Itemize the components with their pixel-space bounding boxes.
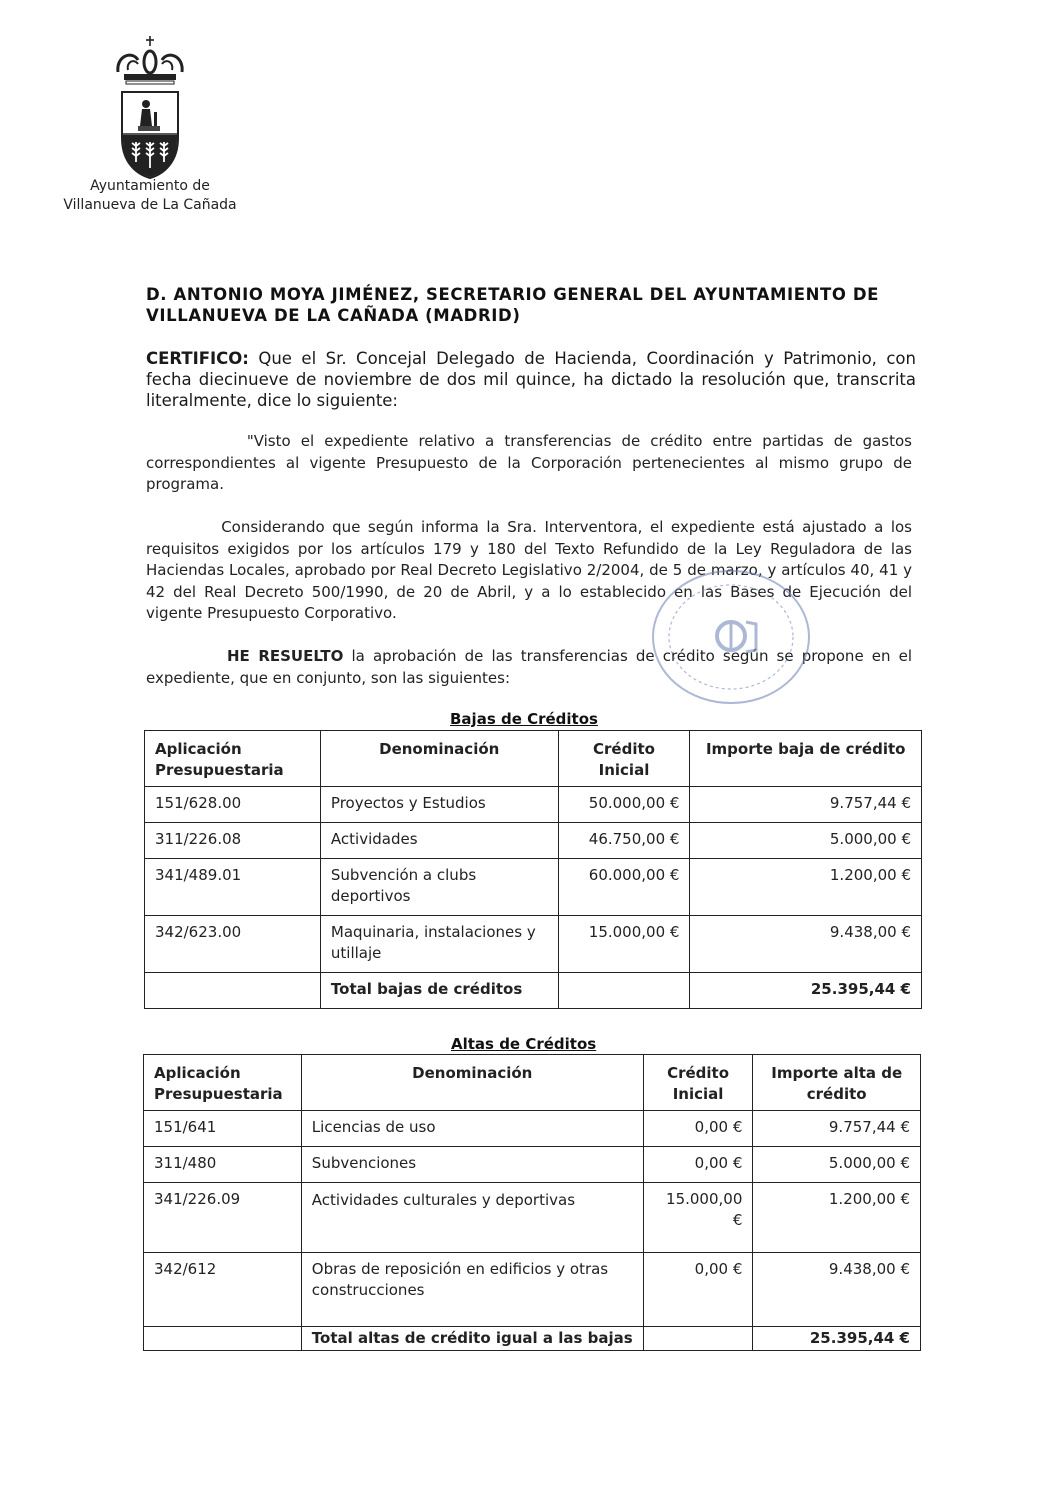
certifico-paragraph [146, 348, 916, 411]
altas-table [143, 1054, 921, 1351]
altas-row-1-name: Licencias de uso [301, 1111, 643, 1147]
bajas-row-3-initial: 60.000,00 € [558, 859, 690, 916]
bajas-row-1-initial: 50.000,00 € [558, 787, 690, 823]
bajas-header-importe: Importe baja de crédito [690, 731, 922, 787]
bajas-total-label: Total bajas de créditos [320, 973, 558, 1009]
altas-total-empty-2 [643, 1327, 753, 1351]
altas-row-4-amount: 9.438,00 € [753, 1253, 921, 1327]
altas-row-2-code: 311/480 [144, 1147, 302, 1183]
bajas-row-1-amount: 9.757,44 € [690, 787, 922, 823]
bajas-total-empty [145, 973, 321, 1009]
altas-row-1-initial: 0,00 € [643, 1111, 753, 1147]
bajas-row-3-amount: 1.200,00 € [690, 859, 922, 916]
table-row [145, 859, 922, 916]
organization-line-2: Villanueva de La Cañada [63, 197, 237, 213]
organization-line-1: Ayuntamiento de [90, 178, 210, 194]
altas-total-label: Total altas de crédito igual a las bajas [301, 1327, 643, 1351]
bajas-row-4-code: 342/623.00 [145, 916, 321, 973]
certifico-label: CERTIFICO: [146, 349, 249, 368]
bajas-total-row [145, 973, 922, 1009]
municipal-crest-icon [108, 34, 192, 184]
altas-row-3-amount: 1.200,00 € [753, 1183, 921, 1253]
paragraph-considerando: Considerando que según informa la Sra. Interventora, el expediente está ajustado a los requisitos exigidos por los artículos 179 y 180 del Texto Refundido de la Ley Reguladora de las Haciendas Locales, aprobado por Real Decreto Legislativo 2/2004, de 5 de marzo, y artículos 40, 41 y 42 del Real Decreto 500/1990, de 20 de Abril, y a lo establecido en las Bases de Ejecución del vigente Presupuesto Corporativo. [146, 518, 912, 622]
altas-header-denominacion: Denominación [301, 1055, 643, 1111]
he-resuelto-label: HE RESUELTO [226, 647, 344, 665]
altas-row-3-name: Actividades culturales y deportivas [301, 1183, 643, 1253]
bajas-row-4-name: Maquinaria, instalaciones y utillaje [320, 916, 558, 973]
table-row [144, 1253, 921, 1327]
altas-row-4-initial: 0,00 € [643, 1253, 753, 1327]
altas-row-3-code: 341/226.09 [144, 1183, 302, 1253]
bajas-row-2-initial: 46.750,00 € [558, 823, 690, 859]
altas-total-empty [144, 1327, 302, 1351]
bajas-row-3-code: 341/489.01 [145, 859, 321, 916]
organization-name [60, 177, 240, 215]
table-row [144, 1111, 921, 1147]
altas-row-3-initial: 15.000,00 € [643, 1183, 753, 1253]
he-resuelto-text: la aprobación de las transferencias de crédito según se propone en el expediente, que en conjunto, son las siguientes: [146, 647, 912, 687]
bajas-row-2-amount: 5.000,00 € [690, 823, 922, 859]
altas-row-2-initial: 0,00 € [643, 1147, 753, 1183]
bajas-header-row [145, 731, 922, 787]
bajas-row-2-name: Actividades [320, 823, 558, 859]
bajas-row-4-amount: 9.438,00 € [690, 916, 922, 973]
table-row [145, 823, 922, 859]
bajas-header-denominacion: Denominación [320, 731, 558, 787]
table-row [144, 1147, 921, 1183]
bajas-table-title: Bajas de Créditos [450, 710, 598, 728]
bajas-total-empty-2 [558, 973, 690, 1009]
altas-total-row [144, 1327, 921, 1351]
paragraph-visto: "Visto el expediente relativo a transferencias de crédito entre partidas de gastos correspondientes al vigente Presupuesto de la Corporación pertenecientes al mismo grupo de programa. [146, 432, 912, 493]
altas-row-2-amount: 5.000,00 € [753, 1147, 921, 1183]
altas-table-title: Altas de Créditos [451, 1035, 597, 1053]
bajas-row-4-initial: 15.000,00 € [558, 916, 690, 973]
altas-header-credito-inicial: Crédito Inicial [643, 1055, 753, 1111]
altas-header-importe: Importe alta de crédito [753, 1055, 921, 1111]
bajas-row-3-name: Subvención a clubs deportivos [320, 859, 558, 916]
altas-row-4-name: Obras de reposición en edificios y otras construcciones [301, 1253, 643, 1327]
bajas-table [144, 730, 922, 1009]
altas-header-aplicacion: Aplicación Presupuestaria [144, 1055, 302, 1111]
altas-row-1-amount: 9.757,44 € [753, 1111, 921, 1147]
altas-header-row [144, 1055, 921, 1111]
official-stamp-icon [646, 562, 816, 712]
bajas-total-amount: 25.395,44 € [690, 973, 922, 1009]
document-heading: D. ANTONIO MOYA JIMÉNEZ, SECRETARIO GENERAL DEL AYUNTAMIENTO DE VILLANUEVA DE LA CAÑADA (MADRID) [146, 285, 880, 325]
table-row [145, 787, 922, 823]
altas-row-1-code: 151/641 [144, 1111, 302, 1147]
table-row [145, 916, 922, 973]
altas-total-amount: 25.395,44 € [753, 1327, 921, 1351]
bajas-row-2-code: 311/226.08 [145, 823, 321, 859]
table-row [144, 1183, 921, 1253]
altas-row-2-name: Subvenciones [301, 1147, 643, 1183]
bajas-row-1-name: Proyectos y Estudios [320, 787, 558, 823]
bajas-header-aplicacion: Aplicación Presupuestaria [145, 731, 321, 787]
bajas-header-credito-inicial: Crédito Inicial [558, 731, 690, 787]
certifico-text: Que el Sr. Concejal Delegado de Hacienda, Coordinación y Patrimonio, con fecha diecinueve de noviembre de dos mil quince, ha dictado la resolución que, transcrita literalmente, dice lo siguiente: [146, 349, 916, 410]
altas-row-4-code: 342/612 [144, 1253, 302, 1327]
bajas-row-1-code: 151/628.00 [145, 787, 321, 823]
